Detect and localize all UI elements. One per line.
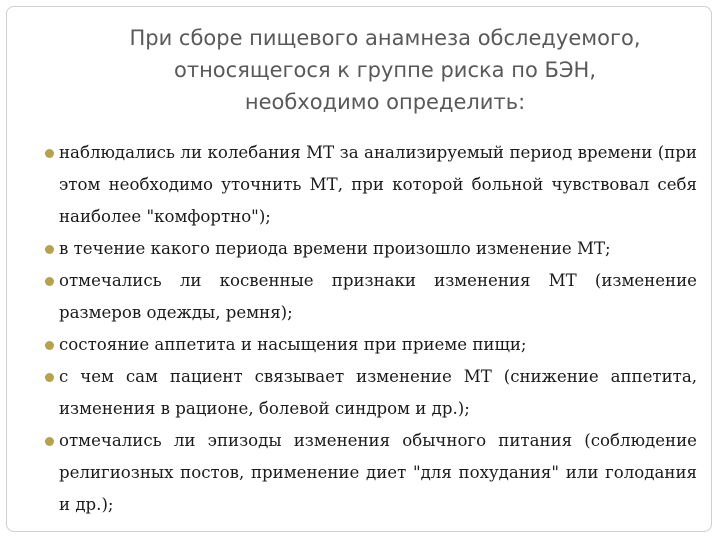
bullet-item [25, 233, 697, 265]
title-line-1: При сборе пищевого анамнеза обследуемого, [129, 26, 641, 50]
bullet-text: отмечались ли эпизоды изменения обычного питания (соблюдение религиозных постов, применение диет "для похудания" или голодания и др.); [59, 431, 697, 514]
bullet-item [25, 425, 697, 521]
slide [6, 6, 712, 532]
bullet-item [25, 361, 697, 425]
bullet-dot-icon [45, 245, 54, 254]
bullet-item [25, 265, 697, 329]
bullet-item [25, 329, 697, 361]
bullet-item [25, 137, 697, 233]
bullet-dot-icon [45, 373, 54, 382]
bullet-text: с чем сам пациент связывает изменение МТ (снижение аппетита, изменения в рационе, болевой синдром и др.); [59, 367, 697, 418]
bullet-list [25, 137, 697, 521]
bullet-text: состояние аппетита и насыщения при приеме пищи; [59, 335, 527, 354]
title-line-2: относящегося к группе риска по БЭН, [173, 58, 597, 82]
bullet-dot-icon [45, 277, 54, 286]
bullet-text: отмечались ли косвенные признаки изменения МТ (изменение размеров одежды, ремня); [59, 271, 697, 322]
bullet-text: в течение какого периода времени произошло изменение МТ; [59, 239, 611, 258]
bullet-dot-icon [45, 341, 54, 350]
bullet-text: наблюдались ли колебания МТ за анализируемый период времени (при этом необходимо уточнить МТ, при которой больной чувствовал себя наиболее "комфортно"); [59, 143, 697, 226]
slide-title [67, 22, 703, 118]
title-line-3: необходимо определить: [244, 90, 526, 114]
bullet-dot-icon [45, 437, 54, 446]
bullet-dot-icon [45, 149, 54, 158]
